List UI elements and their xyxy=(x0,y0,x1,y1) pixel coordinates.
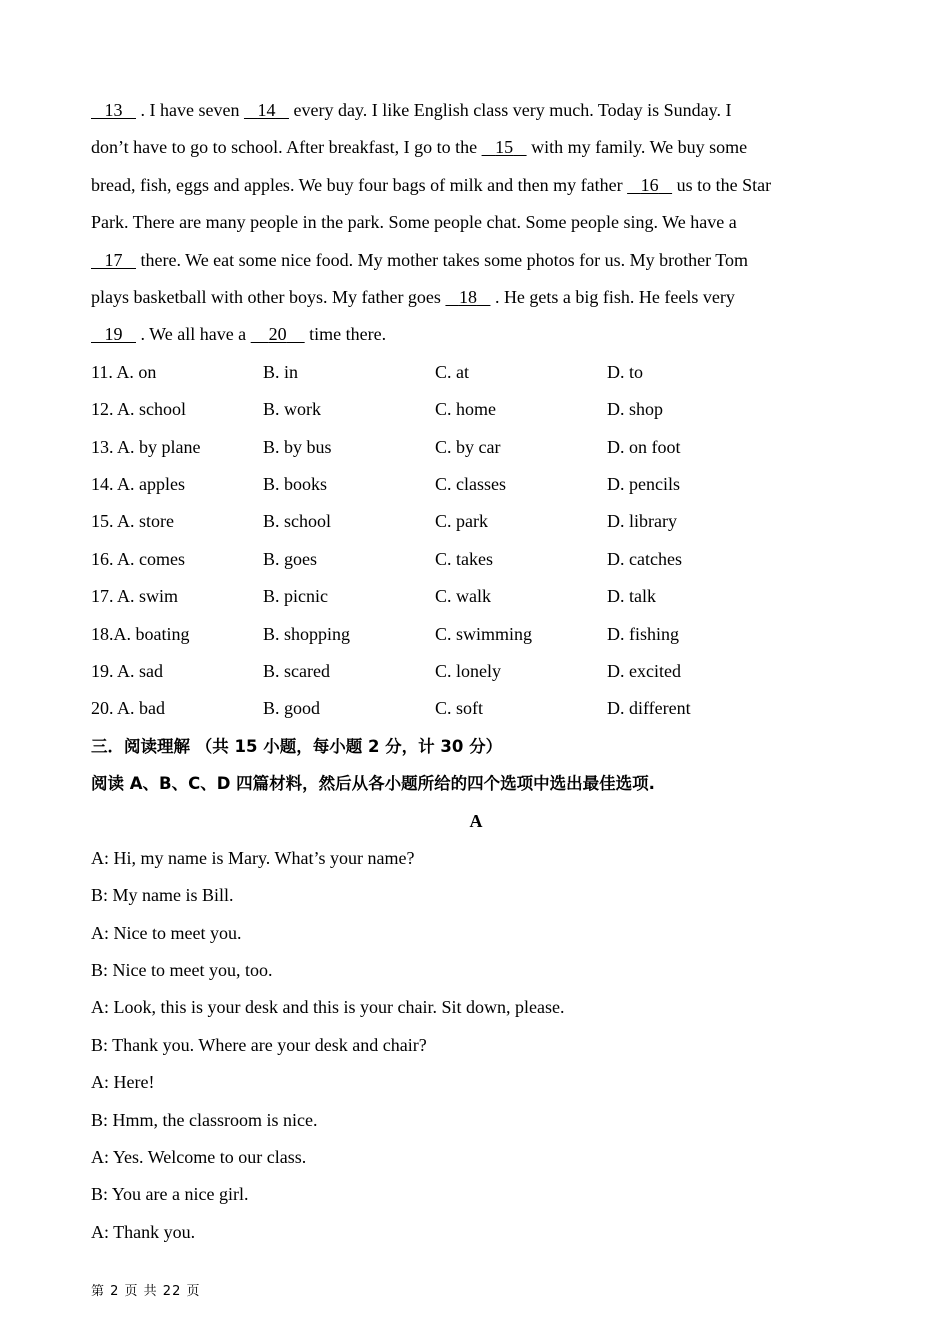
option-choice: B. good xyxy=(263,698,321,719)
passage-line xyxy=(91,167,861,204)
option-choice: B. work xyxy=(263,399,321,420)
option-choice: 17. A. swim xyxy=(91,586,179,607)
option-row xyxy=(91,466,861,503)
option-choice: C. soft xyxy=(435,698,484,719)
passage-text: every day. I like English class very much. Today is Sunday. I xyxy=(288,100,732,120)
option-choice: 16. A. comes xyxy=(91,548,185,569)
section-instruction: 阅读 A、B、C、D 四篇材料，然后从各小题所给的四个选项中选出最佳选项. xyxy=(91,774,655,794)
option-row xyxy=(91,429,861,466)
option-choice: B. school xyxy=(263,511,332,532)
passage-text: us to the Star xyxy=(672,174,772,195)
passage-line xyxy=(91,279,861,316)
option-choice: D. on foot xyxy=(607,436,681,457)
dialog-line: B: Hmm, the classroom is nice. xyxy=(91,1109,318,1130)
option-choice: D. different xyxy=(607,698,691,719)
option-choice: B. books xyxy=(263,474,328,495)
cloze-options xyxy=(91,354,861,728)
exam-page xyxy=(91,92,861,1251)
answer-blank: 19 xyxy=(104,324,123,345)
passage-line xyxy=(91,204,861,241)
option-choice: C. at xyxy=(435,361,469,382)
option-choice: D. talk xyxy=(607,586,656,607)
option-choice: 19. A. sad xyxy=(91,660,163,681)
option-row xyxy=(91,616,861,653)
option-choice: B. goes xyxy=(263,548,317,569)
option-choice: D. pencils xyxy=(607,474,680,495)
option-choice: D. to xyxy=(607,361,643,382)
option-choice: 15. A. store xyxy=(91,511,174,532)
option-choice: D. library xyxy=(607,511,677,532)
passage-text: . He gets a big fish. He feels very xyxy=(490,287,735,308)
passage-text: bread, fish, eggs and apples. We buy four bags of milk and then my father xyxy=(91,174,628,195)
option-choice: C. lonely xyxy=(435,660,501,681)
option-choice: B. in xyxy=(263,361,299,382)
option-row xyxy=(91,391,861,428)
option-choice: 11. A. on xyxy=(91,361,157,382)
passage-line xyxy=(91,129,861,166)
section-heading: 三．阅读理解 （共 15 小题，每小题 2 分，计 30 分） xyxy=(91,736,503,756)
option-choice: 18.A. boating xyxy=(91,623,190,644)
dialog-line: A: Look, this is your desk and this is your chair. Sit down, please. xyxy=(91,997,565,1018)
option-choice: B. scared xyxy=(263,660,330,681)
option-choice: B. picnic xyxy=(263,586,328,607)
passage-text: plays basketball with other boys. My father goes xyxy=(91,287,446,308)
option-row xyxy=(91,578,861,615)
dialog-line: A: Hi, my name is Mary. What’s your name? xyxy=(91,847,415,868)
answer-blank: 20 xyxy=(268,324,287,345)
option-choice: C. swimming xyxy=(435,623,533,644)
passage-text: time there. xyxy=(304,324,387,345)
dialog-line: A: Here! xyxy=(91,1072,155,1093)
page-footer: 第 2 页 共 22 页 xyxy=(91,1284,201,1299)
dialog-line: B: Thank you. Where are your desk and chair? xyxy=(91,1034,427,1055)
option-choice: 13. A. by plane xyxy=(91,436,201,457)
answer-blank: 16 xyxy=(640,174,659,195)
answer-blank: 15 xyxy=(495,137,514,158)
option-choice: C. home xyxy=(435,399,496,420)
passage-title: A xyxy=(469,810,483,831)
option-row xyxy=(91,503,861,540)
option-choice: D. shop xyxy=(607,399,664,420)
dialog-line: A: Yes. Welcome to our class. xyxy=(91,1147,307,1168)
answer-blank: 13 xyxy=(104,100,123,120)
passage-text: don’t have to go to school. After breakfast, I go to the xyxy=(91,137,482,158)
answer-blank: 17 xyxy=(104,249,123,270)
dialog-line: B: Nice to meet you, too. xyxy=(91,960,273,981)
passage-text: with my family. We buy some xyxy=(526,137,748,158)
option-row xyxy=(91,690,861,727)
option-choice: C. classes xyxy=(435,474,506,495)
option-row xyxy=(91,541,861,578)
answer-blank: 18 xyxy=(458,287,477,308)
dialog-line: B: My name is Bill. xyxy=(91,885,234,906)
option-choice: C. by car xyxy=(435,436,501,457)
option-choice: D. catches xyxy=(607,548,682,569)
option-choice: 20. A. bad xyxy=(91,698,165,719)
option-row xyxy=(91,653,861,690)
option-choice: D. excited xyxy=(607,660,681,681)
passage-line xyxy=(91,242,861,279)
option-row xyxy=(91,354,861,391)
cloze-passage xyxy=(91,92,861,354)
passage-line xyxy=(91,92,861,129)
passage-text: Park. There are many people in the park. Some people chat. Some people sing. We have a xyxy=(91,212,737,233)
option-choice: D. fishing xyxy=(607,623,679,644)
dialog-line: B: You are a nice girl. xyxy=(91,1184,249,1205)
dialog-line: A: Thank you. xyxy=(91,1221,196,1242)
option-choice: C. walk xyxy=(435,586,491,607)
option-choice: B. by bus xyxy=(263,436,332,457)
option-choice: 12. A. school xyxy=(91,399,187,420)
answer-blank: 14 xyxy=(257,100,276,120)
dialog-line: A: Nice to meet you. xyxy=(91,922,242,943)
option-choice: B. shopping xyxy=(263,623,351,644)
option-choice: C. park xyxy=(435,511,488,532)
option-choice: C. takes xyxy=(435,548,493,569)
option-choice: 14. A. apples xyxy=(91,474,185,495)
dialog xyxy=(91,840,861,1251)
passage-text: there. We eat some nice food. My mother takes some photos for us. My brother Tom xyxy=(136,249,748,270)
passage-text: . We all have a xyxy=(136,324,251,345)
passage-line xyxy=(91,316,861,353)
passage-text: . I have seven xyxy=(136,100,244,120)
